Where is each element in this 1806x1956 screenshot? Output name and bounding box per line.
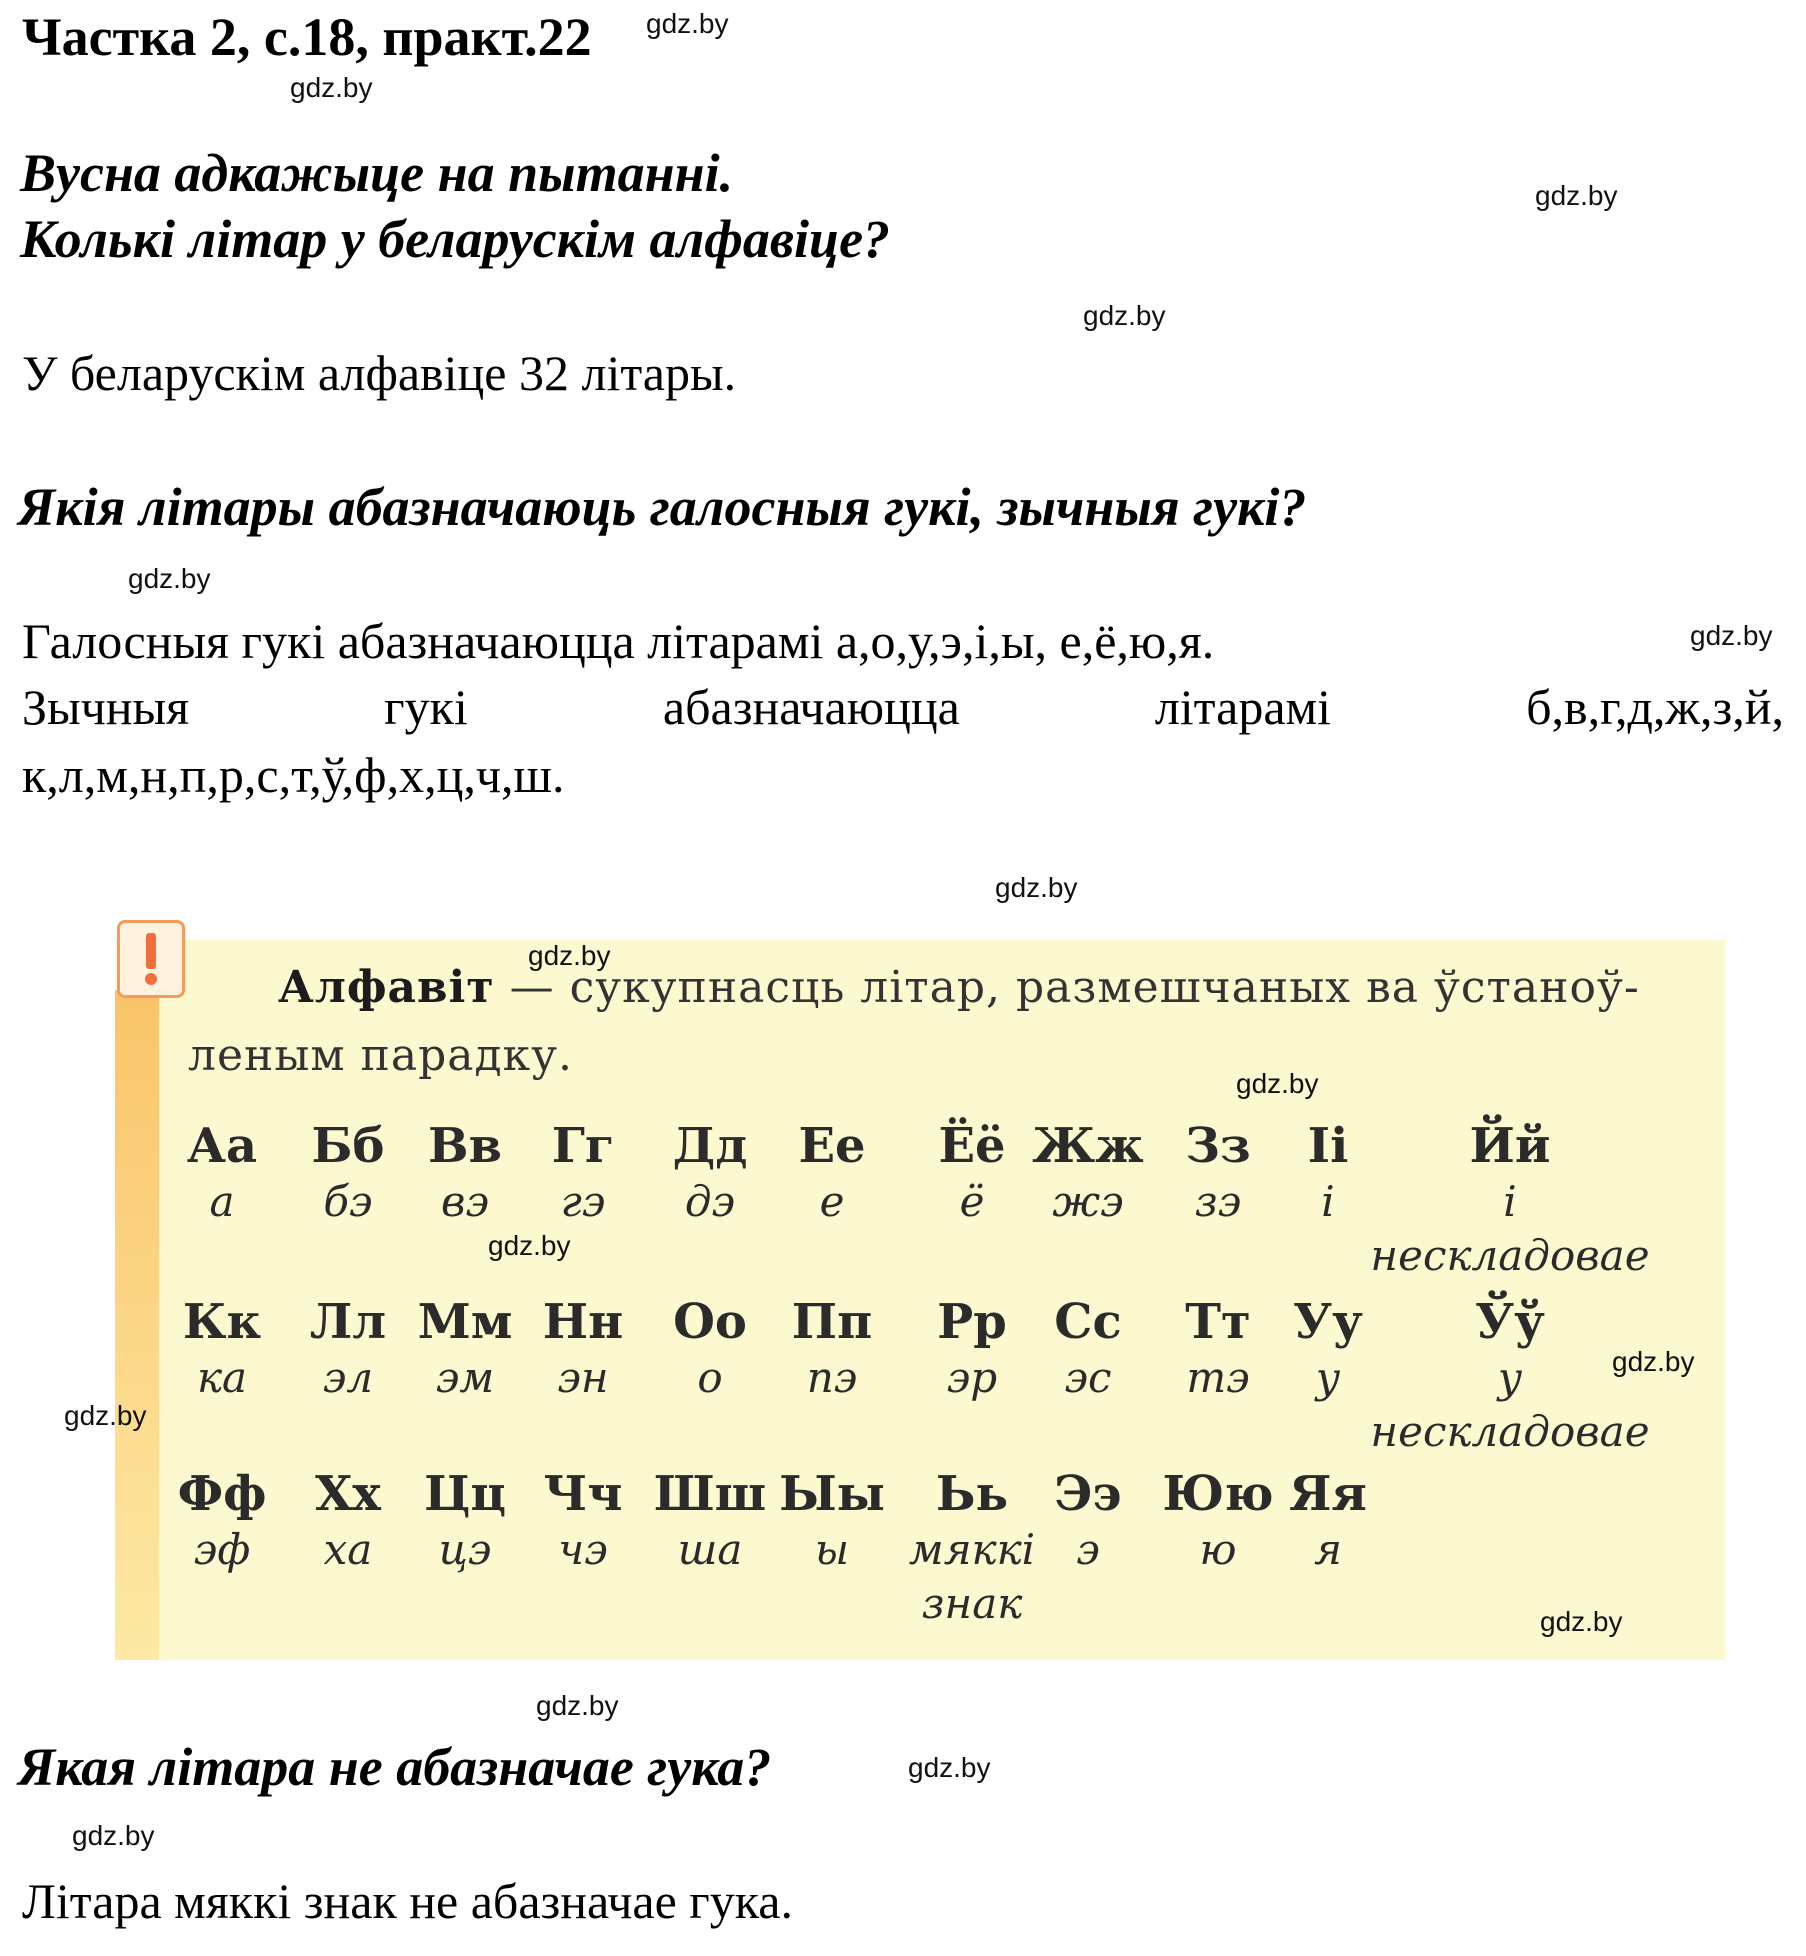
letter-name: вэ — [441, 1177, 489, 1226]
answer-3: Літара мяккі знак не абазначае гука. — [22, 1873, 793, 1929]
letter-pair: Тт — [1185, 1294, 1251, 1350]
letter-name: о — [697, 1353, 723, 1402]
letter-pair: Лл — [309, 1294, 387, 1350]
alphabet-letter — [1023, 1294, 1153, 1406]
rule-definition-line-2: леным парадку. — [188, 1030, 573, 1081]
watermark: gdz.by — [1540, 1606, 1623, 1637]
alphabet-letter — [405, 1118, 525, 1230]
answer-2-word: абазначаюцца — [662, 679, 960, 735]
letter-name: ы — [814, 1525, 850, 1574]
letter-pair: Кк — [182, 1294, 262, 1350]
letter-pair: Юю — [1162, 1466, 1274, 1522]
letter-pair: Фф — [177, 1466, 267, 1522]
alphabet-letter — [288, 1466, 408, 1578]
watermark: gdz.by — [64, 1400, 147, 1431]
letter-pair: Ёё — [938, 1118, 1006, 1174]
letter-name: эр — [946, 1353, 998, 1402]
watermark: gdz.by — [646, 8, 729, 39]
watermark: gdz.by — [1690, 620, 1773, 651]
letter-name: эл — [322, 1353, 374, 1402]
letter-pair: Мм — [417, 1294, 513, 1350]
question-1-line-2: Колькі літар у беларускім алфавіце? — [20, 209, 891, 269]
letter-name: мяккі — [908, 1525, 1036, 1574]
alphabet-letter — [772, 1118, 892, 1230]
alphabet-letter — [162, 1294, 282, 1406]
letter-pair: Яя — [1289, 1466, 1367, 1522]
letter-name: у — [1315, 1353, 1341, 1402]
letter-name: пэ — [806, 1353, 858, 1402]
letter-name: ка — [196, 1353, 248, 1402]
watermark: gdz.by — [488, 1230, 571, 1261]
letter-name: эф — [193, 1525, 251, 1574]
alphabet-letter — [523, 1294, 643, 1406]
letter-note: нескладовае — [1370, 1407, 1650, 1456]
alphabet-letter — [1023, 1466, 1153, 1578]
alphabet-letter — [523, 1466, 643, 1578]
letter-pair: Іі — [1307, 1118, 1349, 1174]
alphabet-letter — [288, 1118, 408, 1230]
answer-1: У беларускім алфавіце 32 літары. — [22, 345, 737, 401]
letter-name: і — [1321, 1177, 1335, 1226]
letter-pair: Ўў — [1475, 1294, 1545, 1350]
letter-pair: Дд — [672, 1118, 748, 1174]
letter-name: эм — [435, 1353, 495, 1402]
letter-name: тэ — [1186, 1353, 1250, 1402]
letter-pair: Бб — [311, 1118, 385, 1174]
alphabet-letter — [1158, 1118, 1278, 1230]
watermark: gdz.by — [128, 563, 211, 594]
letter-pair: Зз — [1185, 1118, 1251, 1174]
alphabet-letter — [405, 1294, 525, 1406]
letter-pair: Рр — [937, 1294, 1007, 1350]
alphabet-letter — [288, 1294, 408, 1406]
letter-pair: Ее — [798, 1118, 866, 1174]
alphabet-letter — [1350, 1118, 1670, 1282]
question-3: Якая літара не абазначае гука? — [18, 1737, 772, 1797]
rule-definition-text: — сукупнасць літар, размешчаных ва ўстаноў- — [494, 962, 1640, 1013]
watermark: gdz.by — [1083, 300, 1166, 331]
alphabet-letter — [650, 1118, 770, 1230]
answer-2-word: б,в,г,д,ж,з,й, — [1526, 679, 1784, 735]
question-2: Якія літары абазначаюць галосныя гукі, зычныя гукі? — [18, 477, 1307, 537]
letter-name: дэ — [684, 1177, 736, 1226]
alphabet-letter — [1158, 1294, 1278, 1406]
letter-name: ша — [677, 1525, 743, 1574]
alphabet-letter — [650, 1466, 770, 1578]
answer-2-word: гукі — [384, 679, 468, 735]
watermark: gdz.by — [536, 1690, 619, 1721]
letter-note: знак — [921, 1579, 1023, 1628]
letter-name: чэ — [558, 1525, 608, 1574]
letter-name: э — [1076, 1525, 1100, 1574]
letter-pair: Чч — [543, 1466, 623, 1522]
letter-pair: Ыы — [779, 1466, 885, 1522]
letter-pair: Вв — [428, 1118, 502, 1174]
letter-note: нескладовае — [1370, 1231, 1650, 1280]
rule-definition-line-1 — [188, 962, 1688, 1013]
letter-name: бэ — [323, 1177, 373, 1226]
answer-2-line-1: Галосныя гукі абазначаюцца літарамі а,о,у,э,і,ы, е,ё,ю,я. — [22, 613, 1215, 669]
alphabet-letter — [1023, 1118, 1153, 1230]
letter-pair: Уу — [1293, 1294, 1363, 1350]
exclamation-icon — [117, 920, 185, 998]
watermark: gdz.by — [1236, 1068, 1319, 1099]
letter-name: эс — [1064, 1353, 1112, 1402]
letter-pair: Гг — [551, 1118, 615, 1174]
letter-pair: Цц — [424, 1466, 506, 1522]
letter-name: зэ — [1194, 1177, 1242, 1226]
letter-pair: Сс — [1054, 1294, 1122, 1350]
letter-pair: Нн — [542, 1294, 624, 1350]
letter-name: ё — [959, 1177, 985, 1226]
rule-term: Алфавіт — [278, 962, 495, 1013]
alphabet-letter — [405, 1466, 525, 1578]
watermark: gdz.by — [908, 1752, 991, 1783]
letter-pair: Ээ — [1054, 1466, 1122, 1522]
letter-name: ю — [1199, 1525, 1237, 1574]
letter-name: жэ — [1052, 1177, 1124, 1226]
watermark: gdz.by — [995, 872, 1078, 903]
alphabet-letter — [162, 1118, 282, 1230]
alphabet-letter — [772, 1466, 892, 1578]
letter-name: а — [209, 1177, 235, 1226]
question-1-line-1: Вусна адкажыце на пытанні. — [20, 143, 734, 203]
alphabet-letter — [772, 1294, 892, 1406]
letter-name: эн — [557, 1353, 609, 1402]
letter-name: і — [1503, 1177, 1517, 1226]
answer-2-line-3: к,л,м,н,п,р,с,т,ў,ф,х,ц,ч,ш. — [22, 747, 565, 803]
letter-pair: Йй — [1469, 1118, 1551, 1174]
letter-pair: Шш — [653, 1466, 767, 1522]
letter-name: ха — [323, 1525, 373, 1574]
page-title: Частка 2, с.18, практ.22 — [22, 7, 592, 67]
letter-pair: Ьь — [935, 1466, 1009, 1522]
letter-pair: Жж — [1032, 1118, 1144, 1174]
letter-name: цэ — [438, 1525, 492, 1574]
letter-pair: Оо — [673, 1294, 747, 1350]
alphabet-letter — [1273, 1466, 1383, 1578]
answer-2-word: Зычныя — [22, 679, 190, 735]
answer-2-word: літарамі — [1154, 679, 1332, 735]
rule-box-stripe — [115, 990, 159, 1660]
alphabet-letter — [650, 1294, 770, 1406]
watermark: gdz.by — [1612, 1346, 1695, 1377]
alphabet-letter — [1158, 1466, 1278, 1578]
letter-pair: Хх — [315, 1466, 381, 1522]
watermark: gdz.by — [72, 1820, 155, 1851]
letter-name: я — [1314, 1525, 1342, 1574]
letter-pair: Пп — [791, 1294, 873, 1350]
watermark: gdz.by — [528, 940, 611, 971]
letter-pair: Аа — [186, 1118, 258, 1174]
letter-name: у — [1497, 1353, 1523, 1402]
watermark: gdz.by — [1535, 180, 1618, 211]
letter-name: е — [819, 1177, 845, 1226]
alphabet-letter — [523, 1118, 643, 1230]
alphabet-letter — [162, 1466, 282, 1578]
answer-2-line-2 — [22, 678, 1784, 736]
letter-name: гэ — [560, 1177, 606, 1226]
watermark: gdz.by — [290, 72, 373, 103]
